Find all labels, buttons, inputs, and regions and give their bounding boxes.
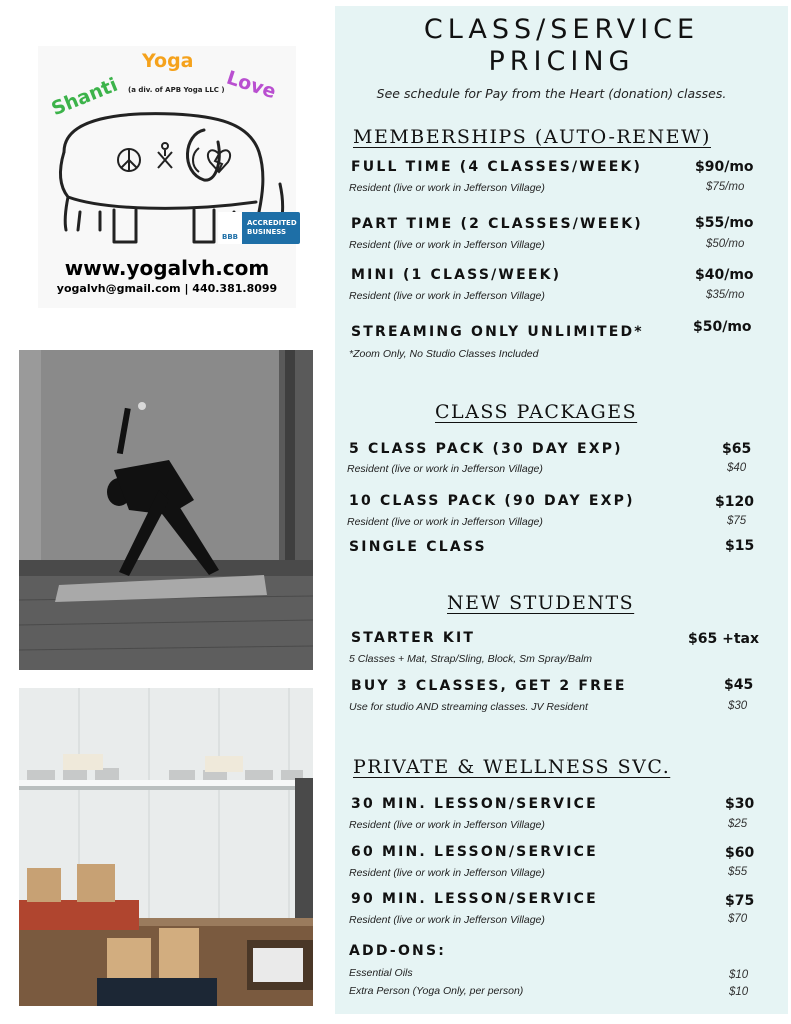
streaming-name: STREAMING ONLY UNLIMITED* [351, 324, 644, 340]
lesson-90-price: $75 [725, 893, 755, 909]
essential-oils-price: $10 [729, 969, 749, 981]
streaming-price: $50/mo [693, 319, 752, 335]
retail-shelf-photo [19, 688, 313, 1006]
part-time-name: PART TIME (2 CLASSES/WEEK) [351, 216, 643, 232]
buy3-price: $45 [724, 677, 754, 693]
extra-person-price: $10 [729, 986, 749, 998]
starter-kit-price: $65 +tax [688, 631, 759, 647]
full-time-name: FULL TIME (4 CLASSES/WEEK) [351, 159, 643, 175]
page-title-line2: PRICING [488, 46, 635, 77]
lesson-30-name: 30 MIN. LESSON/SERVICE [351, 796, 598, 812]
pricing-panel [335, 6, 788, 1014]
streaming-note: *Zoom Only, No Studio Classes Included [349, 348, 539, 360]
bbb-label: ACCREDITED BUSINESS [247, 219, 297, 236]
logo-word-love: Love [223, 66, 279, 104]
single-class-price: $15 [725, 538, 755, 554]
part-time-resident-price: $50/mo [706, 238, 745, 250]
five-pack-price: $65 [722, 441, 752, 457]
five-pack-resident-price: $40 [727, 462, 747, 474]
lesson-60-resident-price: $55 [728, 866, 748, 878]
lesson-90-resident-price: $70 [728, 913, 748, 925]
mini-resident-price: $35/mo [706, 289, 745, 301]
five-pack-name: 5 CLASS PACK (30 DAY EXP) [349, 441, 623, 457]
starter-kit-name: STARTER KIT [351, 630, 476, 646]
full-time-resident-price: $75/mo [706, 181, 745, 193]
page-title-line1: CLASS/SERVICE [423, 14, 700, 45]
bbb-accredited-badge [218, 212, 300, 244]
full-time-resident-note: Resident (live or work in Jefferson Village) [349, 182, 545, 194]
mini-name: MINI (1 CLASS/WEEK) [351, 267, 562, 283]
lesson-60-name: 60 MIN. LESSON/SERVICE [351, 844, 598, 860]
page-subtitle: See schedule for Pay from the Heart (donation) classes. [376, 86, 727, 101]
five-pack-resident-note: Resident (live or work in Jefferson Village) [347, 463, 543, 475]
logo-word-yoga: Yoga [142, 50, 194, 72]
mini-resident-note: Resident (live or work in Jefferson Village) [349, 290, 545, 302]
lesson-30-resident-note: Resident (live or work in Jefferson Village) [349, 819, 545, 831]
lesson-30-price: $30 [725, 796, 755, 812]
logo-division: (a div. of APB Yoga LLC ) [128, 86, 225, 94]
essential-oils-name: Essential Oils [349, 967, 413, 979]
full-time-price: $90/mo [695, 159, 754, 175]
logo-word-shanti: Shanti [48, 73, 121, 121]
class-packages-heading: CLASS PACKAGES [435, 401, 638, 423]
private-wellness-heading: PRIVATE & WELLNESS SVC. [353, 756, 671, 778]
new-students-heading: NEW STUDENTS [447, 592, 635, 614]
ten-pack-price: $120 [715, 494, 754, 510]
website-url[interactable]: www.yogalvh.com [64, 256, 270, 280]
part-time-price: $55/mo [695, 215, 754, 231]
mini-price: $40/mo [695, 267, 754, 283]
lesson-90-resident-note: Resident (live or work in Jefferson Village) [349, 914, 545, 926]
lesson-60-price: $60 [725, 845, 755, 861]
ten-pack-resident-price: $75 [727, 515, 747, 527]
yoga-pose-photo [19, 350, 313, 670]
starter-kit-note: 5 Classes + Mat, Strap/Sling, Block, Sm Spray/Balm [349, 653, 593, 665]
ten-pack-name: 10 CLASS PACK (90 DAY EXP) [349, 493, 635, 509]
buy3-note: Use for studio AND streaming classes. JV Resident [349, 701, 588, 713]
studio-logo [38, 46, 296, 308]
part-time-resident-note: Resident (live or work in Jefferson Village) [349, 239, 545, 251]
ten-pack-resident-note: Resident (live or work in Jefferson Village) [347, 516, 543, 528]
memberships-heading: MEMBERSHIPS (AUTO-RENEW) [353, 126, 711, 148]
buy3-name: BUY 3 CLASSES, GET 2 FREE [351, 678, 627, 694]
single-class-name: SINGLE CLASS [349, 539, 487, 555]
lesson-90-name: 90 MIN. LESSON/SERVICE [351, 891, 598, 907]
bbb-icon: BBB [218, 212, 242, 244]
contact-info: yogalvh@gmail.com | 440.381.8099 [56, 282, 278, 295]
buy3-resident-price: $30 [728, 700, 748, 712]
add-ons-heading: ADD-ONS: [349, 943, 447, 959]
lesson-30-resident-price: $25 [728, 818, 748, 830]
extra-person-name: Extra Person (Yoga Only, per person) [349, 985, 524, 997]
lesson-60-resident-note: Resident (live or work in Jefferson Village) [349, 867, 545, 879]
